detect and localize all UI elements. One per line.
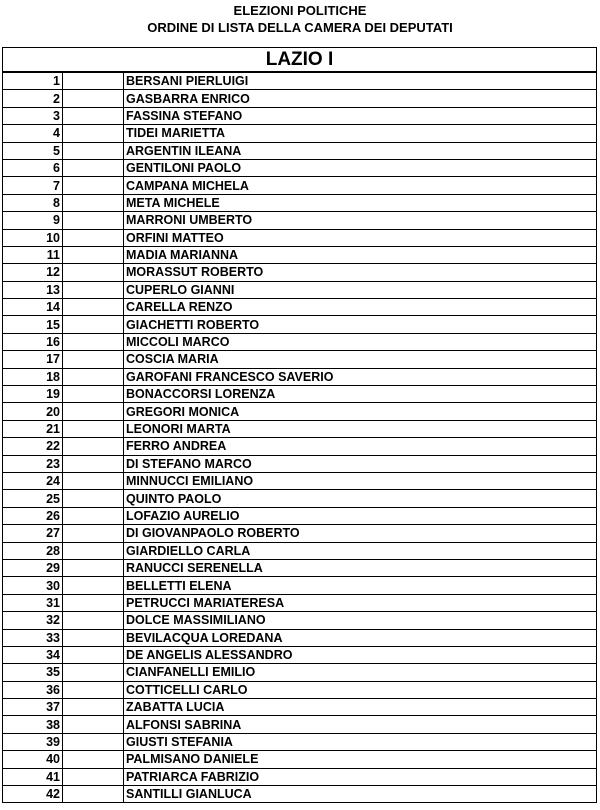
row-number: 12 (3, 264, 63, 281)
candidate-name: FASSINA STEFANO (124, 107, 597, 124)
empty-cell (63, 90, 124, 107)
candidate-name: ORFINI MATTEO (124, 229, 597, 246)
row-number: 18 (3, 368, 63, 385)
table-row (3, 472, 597, 489)
row-number: 30 (3, 577, 63, 594)
table-row (3, 455, 597, 472)
empty-cell (63, 629, 124, 646)
table-row (3, 490, 597, 507)
empty-cell (63, 246, 124, 263)
table-row (3, 194, 597, 211)
row-number: 19 (3, 386, 63, 403)
row-number: 8 (3, 194, 63, 211)
candidate-name: MINNUCCI EMILIANO (124, 472, 597, 489)
empty-cell (63, 125, 124, 142)
table-row (3, 386, 597, 403)
candidate-name: CAMPANA MICHELA (124, 177, 597, 194)
table-row (3, 646, 597, 663)
candidate-name: BEVILACQUA LOREDANA (124, 629, 597, 646)
table-row (3, 368, 597, 385)
table-row (3, 177, 597, 194)
table-row (3, 664, 597, 681)
table-row (3, 281, 597, 298)
row-number: 5 (3, 142, 63, 159)
table-row (3, 786, 597, 803)
empty-cell (63, 681, 124, 698)
candidate-name: BERSANI PIERLUIGI (124, 72, 597, 90)
empty-cell (63, 786, 124, 803)
candidate-name: COTTICELLI CARLO (124, 681, 597, 698)
empty-cell (63, 212, 124, 229)
candidate-name: DE ANGELIS ALESSANDRO (124, 646, 597, 663)
candidate-name: LOFAZIO AURELIO (124, 507, 597, 524)
table-row (3, 699, 597, 716)
table-row (3, 577, 597, 594)
row-number: 31 (3, 594, 63, 611)
table-title-row (3, 48, 597, 73)
table-row (3, 229, 597, 246)
empty-cell (63, 733, 124, 750)
candidate-name: PETRUCCI MARIATERESA (124, 594, 597, 611)
table-row (3, 542, 597, 559)
table-row (3, 594, 597, 611)
row-number: 16 (3, 333, 63, 350)
candidate-name: GIARDIELLO CARLA (124, 542, 597, 559)
row-number: 24 (3, 472, 63, 489)
empty-cell (63, 281, 124, 298)
empty-cell (63, 646, 124, 663)
empty-cell (63, 420, 124, 437)
table-row (3, 333, 597, 350)
table-row (3, 125, 597, 142)
row-number: 38 (3, 716, 63, 733)
row-number: 15 (3, 316, 63, 333)
row-number: 35 (3, 664, 63, 681)
candidate-name: GIACHETTI ROBERTO (124, 316, 597, 333)
row-number: 34 (3, 646, 63, 663)
empty-cell (63, 264, 124, 281)
row-number: 10 (3, 229, 63, 246)
empty-cell (63, 72, 124, 90)
row-number: 40 (3, 751, 63, 768)
candidate-name: GASBARRA ENRICO (124, 90, 597, 107)
empty-cell (63, 559, 124, 576)
table-row (3, 72, 597, 90)
table-row (3, 212, 597, 229)
empty-cell (63, 299, 124, 316)
candidate-name: MADIA MARIANNA (124, 246, 597, 263)
candidate-name: FERRO ANDREA (124, 438, 597, 455)
candidate-name: DI STEFANO MARCO (124, 455, 597, 472)
row-number: 22 (3, 438, 63, 455)
empty-cell (63, 351, 124, 368)
table-row (3, 159, 597, 176)
table-row (3, 90, 597, 107)
candidate-name: COSCIA MARIA (124, 351, 597, 368)
candidate-name: ZABATTA LUCIA (124, 699, 597, 716)
row-number: 28 (3, 542, 63, 559)
row-number: 23 (3, 455, 63, 472)
empty-cell (63, 142, 124, 159)
empty-cell (63, 699, 124, 716)
empty-cell (63, 472, 124, 489)
empty-cell (63, 159, 124, 176)
empty-cell (63, 316, 124, 333)
document-title: ELEZIONI POLITICHE (233, 3, 367, 18)
constituency-title: LAZIO I (3, 48, 597, 73)
row-number: 14 (3, 299, 63, 316)
candidate-name: SANTILLI GIANLUCA (124, 786, 597, 803)
document-subtitle: ORDINE DI LISTA DELLA CAMERA DEI DEPUTATI (147, 20, 453, 35)
candidate-name: MICCOLI MARCO (124, 333, 597, 350)
table-row (3, 438, 597, 455)
row-number: 4 (3, 125, 63, 142)
table-row (3, 751, 597, 768)
candidate-name: ARGENTIN ILEANA (124, 142, 597, 159)
row-number: 42 (3, 786, 63, 803)
candidate-name: TIDEI MARIETTA (124, 125, 597, 142)
row-number: 26 (3, 507, 63, 524)
row-number: 2 (3, 90, 63, 107)
candidate-name: ALFONSI SABRINA (124, 716, 597, 733)
candidate-name: BELLETTI ELENA (124, 577, 597, 594)
row-number: 1 (3, 72, 63, 90)
candidate-name: MARRONI UMBERTO (124, 212, 597, 229)
row-number: 6 (3, 159, 63, 176)
candidate-name: DI GIOVANPAOLO ROBERTO (124, 525, 597, 542)
empty-cell (63, 107, 124, 124)
candidate-name: CARELLA RENZO (124, 299, 597, 316)
table-row (3, 612, 597, 629)
empty-cell (63, 716, 124, 733)
empty-cell (63, 490, 124, 507)
row-number: 37 (3, 699, 63, 716)
row-number: 41 (3, 768, 63, 785)
candidate-name: PATRIARCA FABRIZIO (124, 768, 597, 785)
empty-cell (63, 751, 124, 768)
row-number: 17 (3, 351, 63, 368)
candidate-name: LEONORI MARTA (124, 420, 597, 437)
candidate-name: QUINTO PAOLO (124, 490, 597, 507)
candidate-name: CIANFANELLI EMILIO (124, 664, 597, 681)
empty-cell (63, 368, 124, 385)
candidate-name: BONACCORSI LORENZA (124, 386, 597, 403)
empty-cell (63, 577, 124, 594)
candidate-name: DOLCE MASSIMILIANO (124, 612, 597, 629)
empty-cell (63, 664, 124, 681)
table-row (3, 403, 597, 420)
table-row (3, 299, 597, 316)
row-number: 25 (3, 490, 63, 507)
table-row (3, 733, 597, 750)
empty-cell (63, 403, 124, 420)
empty-cell (63, 594, 124, 611)
table-row (3, 681, 597, 698)
empty-cell (63, 542, 124, 559)
table-row (3, 768, 597, 785)
document-header (0, 0, 600, 36)
table-row (3, 351, 597, 368)
empty-cell (63, 525, 124, 542)
table-row (3, 264, 597, 281)
row-number: 36 (3, 681, 63, 698)
table-row (3, 246, 597, 263)
row-number: 9 (3, 212, 63, 229)
empty-cell (63, 455, 124, 472)
candidate-name: GAROFANI FRANCESCO SAVERIO (124, 368, 597, 385)
candidate-name: GREGORI MONICA (124, 403, 597, 420)
table-row (3, 142, 597, 159)
row-number: 29 (3, 559, 63, 576)
table-row (3, 629, 597, 646)
table-row (3, 559, 597, 576)
empty-cell (63, 194, 124, 211)
row-number: 39 (3, 733, 63, 750)
empty-cell (63, 768, 124, 785)
empty-cell (63, 229, 124, 246)
empty-cell (63, 333, 124, 350)
row-number: 7 (3, 177, 63, 194)
candidate-name: RANUCCI SERENELLA (124, 559, 597, 576)
empty-cell (63, 386, 124, 403)
empty-cell (63, 438, 124, 455)
candidate-name: PALMISANO DANIELE (124, 751, 597, 768)
table-row (3, 107, 597, 124)
row-number: 20 (3, 403, 63, 420)
table-row (3, 507, 597, 524)
row-number: 32 (3, 612, 63, 629)
candidate-rows (3, 72, 597, 803)
candidate-name: MORASSUT ROBERTO (124, 264, 597, 281)
table-row (3, 316, 597, 333)
row-number: 13 (3, 281, 63, 298)
empty-cell (63, 507, 124, 524)
candidate-name: GIUSTI STEFANIA (124, 733, 597, 750)
candidate-list-table (2, 47, 597, 803)
table-row (3, 420, 597, 437)
row-number: 27 (3, 525, 63, 542)
empty-cell (63, 177, 124, 194)
empty-cell (63, 612, 124, 629)
row-number: 21 (3, 420, 63, 437)
row-number: 33 (3, 629, 63, 646)
candidate-name: CUPERLO GIANNI (124, 281, 597, 298)
candidate-name: GENTILONI PAOLO (124, 159, 597, 176)
row-number: 3 (3, 107, 63, 124)
candidate-name: META MICHELE (124, 194, 597, 211)
table-row (3, 716, 597, 733)
row-number: 11 (3, 246, 63, 263)
table-row (3, 525, 597, 542)
